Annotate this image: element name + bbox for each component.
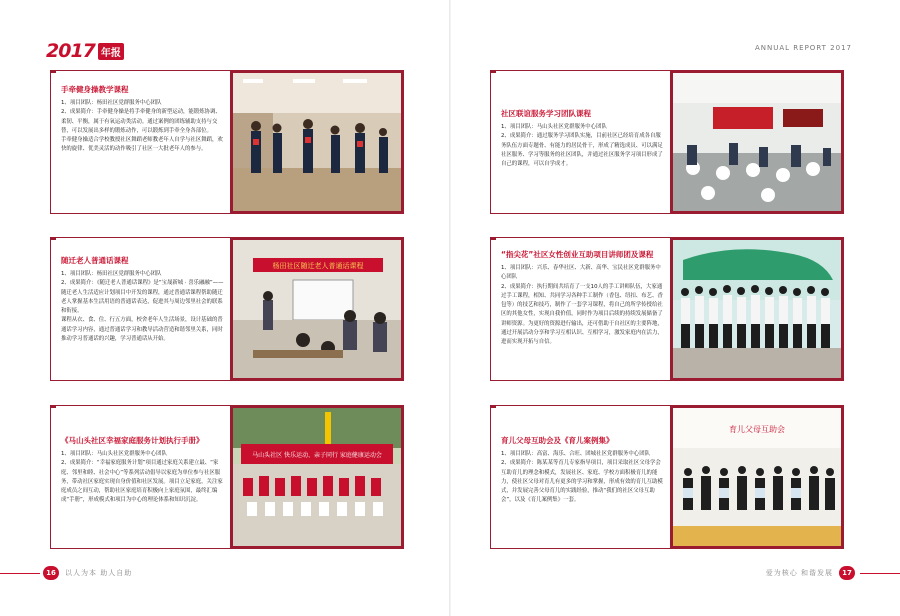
footer-rule-left: [0, 573, 40, 574]
card-title: 手牵健身操教学课程: [61, 85, 129, 94]
logo-badge: 年报: [98, 43, 124, 60]
annual-report-label: ANNUAL REPORT 2017: [755, 44, 852, 52]
card-family-handbook: [50, 405, 410, 549]
card-text-box: [490, 405, 671, 549]
card-title: 《马山头社区幸福家庭服务计划执行手册》: [61, 436, 204, 445]
footer-rule-right: [860, 573, 900, 574]
card-text-box: [50, 70, 231, 214]
card-line: 1、项目团队：马山头社区党群服务中心团队: [61, 451, 167, 457]
card-title: 社区联谊服务学习团队课程: [501, 109, 591, 118]
card-line: 1、项目团队：杨田社区党群服务中心团队: [61, 271, 162, 277]
card-line: 手牵健身操适合学校教授社区舞蹈老师教老年人自学与社区舞蹈，欢快的旋律、优美灵活的动作吸引了社区一大批老年人的参与。: [61, 137, 223, 153]
card-photo: [230, 237, 404, 381]
card-text-box: [50, 405, 231, 549]
card-line: 2、成果简介：手牵健身操是将手牵健身的新型运动，能锻炼协调、柔韧、平衡，属于有氧运动类活动。通过案例的团练辅助支持与交替，可以发展出多样的锻炼动作，可以锻炼到手牵全身各部位。: [61, 109, 221, 134]
card-text-box: [490, 237, 671, 381]
logo-year: 2017: [46, 40, 95, 62]
card-photo: [670, 237, 844, 381]
card-text: [501, 123, 665, 169]
photo-banner-text: 杨田社区随迁老人普通话课程: [272, 262, 364, 270]
card-line: 2、成果简介：执行期间共培育了一支10人的手工讲师队伍，大家通过手工课程，相知、共同学习各种手工制作（香包、纽扣、布艺、香包等）的技艺和技巧，制作了一套学习课程，将自己的所学传授给社区的其他女性，实现自我价值，同时作为项目后续的持续发展储备了讲师资源。为更好的资源进行输出，还可借助于自社区的主要阵地，通过开展活动分享和学习互相认识、互相学习，激发家庭内在活力，进而实现开拓与自信。: [501, 283, 663, 346]
footer-left: [43, 566, 138, 580]
card-line: 2、成果简介：《随迁老人普通话课程》是“宝晟新城 · 喜乐融融”——随迁老人生活适应计划项目中开发的课程，通过普通话课程帮助随迁老人掌握基本生活用语的普通话表达，促进其与周边邻里社会的联系和衔接。: [61, 280, 224, 315]
page-number-left: 16: [43, 566, 59, 580]
card-text-box: [50, 237, 231, 381]
card-text: [61, 450, 225, 506]
card-photo: [230, 405, 404, 549]
photo-banner-text: 马山头社区 快乐运动、亲子同行 家庭健康运动会: [252, 452, 382, 459]
card-text: [501, 264, 665, 348]
card-text: [61, 270, 225, 344]
card-line: 2、成果简介：“幸福家庭服务计划”项目通过家庭关系建立最、“家庭、邻里和睦、社会中心”等系列活动倡导以家庭为单位参与社区服务，带动社区家庭实现自身价值和社区发展。项目立足家庭，关注家庭成员之间互动，帮助社区家庭培育积极向上家庭氛围，最终汇编成“手册”，形成模式和项目为中心的理论体系和知识沉淀。: [61, 460, 223, 504]
card-text: [61, 99, 225, 155]
card-mandarin-course: [50, 237, 410, 381]
card-line: 课程从衣、食、住、行五方面，校舍老年人生活场景，设计基础的普通话学习内容，通过普通话学习和教导活动营造和谐邻里关系，同时推动学习普通话的兴趣，学习普通话从开始。: [61, 317, 223, 343]
card-line: 2、成果简介：通过服务学习团队实施，目前社区已经培育成各自服务队伍方面专题骨、有能力的居民骨干，形成了精选成员、可以满足社区服务、学习等服务的社区团队，并通过社区服务学习项目形成了自己的课程，可以自学成才。: [501, 133, 663, 168]
card-title: 育儿父母互助会及《育儿案例集》: [501, 436, 614, 445]
footer-slogan-left: 以人为本 助人自助: [65, 569, 133, 577]
card-title: “指尖花”社区女性创业互助项目讲师团及课程: [501, 250, 654, 259]
card-line: 1、项目团队：高富、海乐、合旺、团城社区党群服务中心团队: [501, 451, 650, 457]
card-photo: [230, 70, 404, 214]
card-photo: [670, 70, 844, 214]
photo-banner-text: 育儿父母互助会: [729, 425, 785, 434]
card-text: [501, 450, 665, 506]
card-text-box: [490, 70, 671, 214]
footer-right: [760, 566, 855, 580]
card-line: 1、项目团队：马山头社区党群服务中心团队: [501, 124, 607, 130]
card-title: 随迁老人普通话课程: [61, 256, 129, 265]
card-parenting-mutual-aid: [490, 405, 850, 549]
card-line: 1、项目团队：杨田社区党群服务中心团队: [61, 100, 162, 106]
footer-slogan-right: 爱为核心 和谐发展: [765, 569, 833, 577]
card-line: 1、项目团队：兴乐、春华社区、大新、高华、宝民社区党群服务中心团队: [501, 265, 661, 281]
annual-report-logo: [46, 40, 124, 62]
page-number-right: 17: [839, 566, 855, 580]
page-spine: [449, 0, 451, 616]
card-women-entrepreneur: [490, 237, 850, 381]
card-line: 2、成果简介：陈某某等育儿专家指导项目，项目采取社区父母学会互助育儿的理念和模式，发展社区、家庭、学校方面积极育儿的能力，使社区父母对育儿有更多的学习和掌握，形成有效的育儿互助模式，并发展完善父母育儿的实践经验，推动“我们的社区父母互助会”，以及《育儿案例集》一套。: [501, 460, 663, 504]
card-photo: [670, 405, 844, 549]
card-service-learning: [490, 70, 850, 214]
card-fitness-course: [50, 70, 410, 214]
